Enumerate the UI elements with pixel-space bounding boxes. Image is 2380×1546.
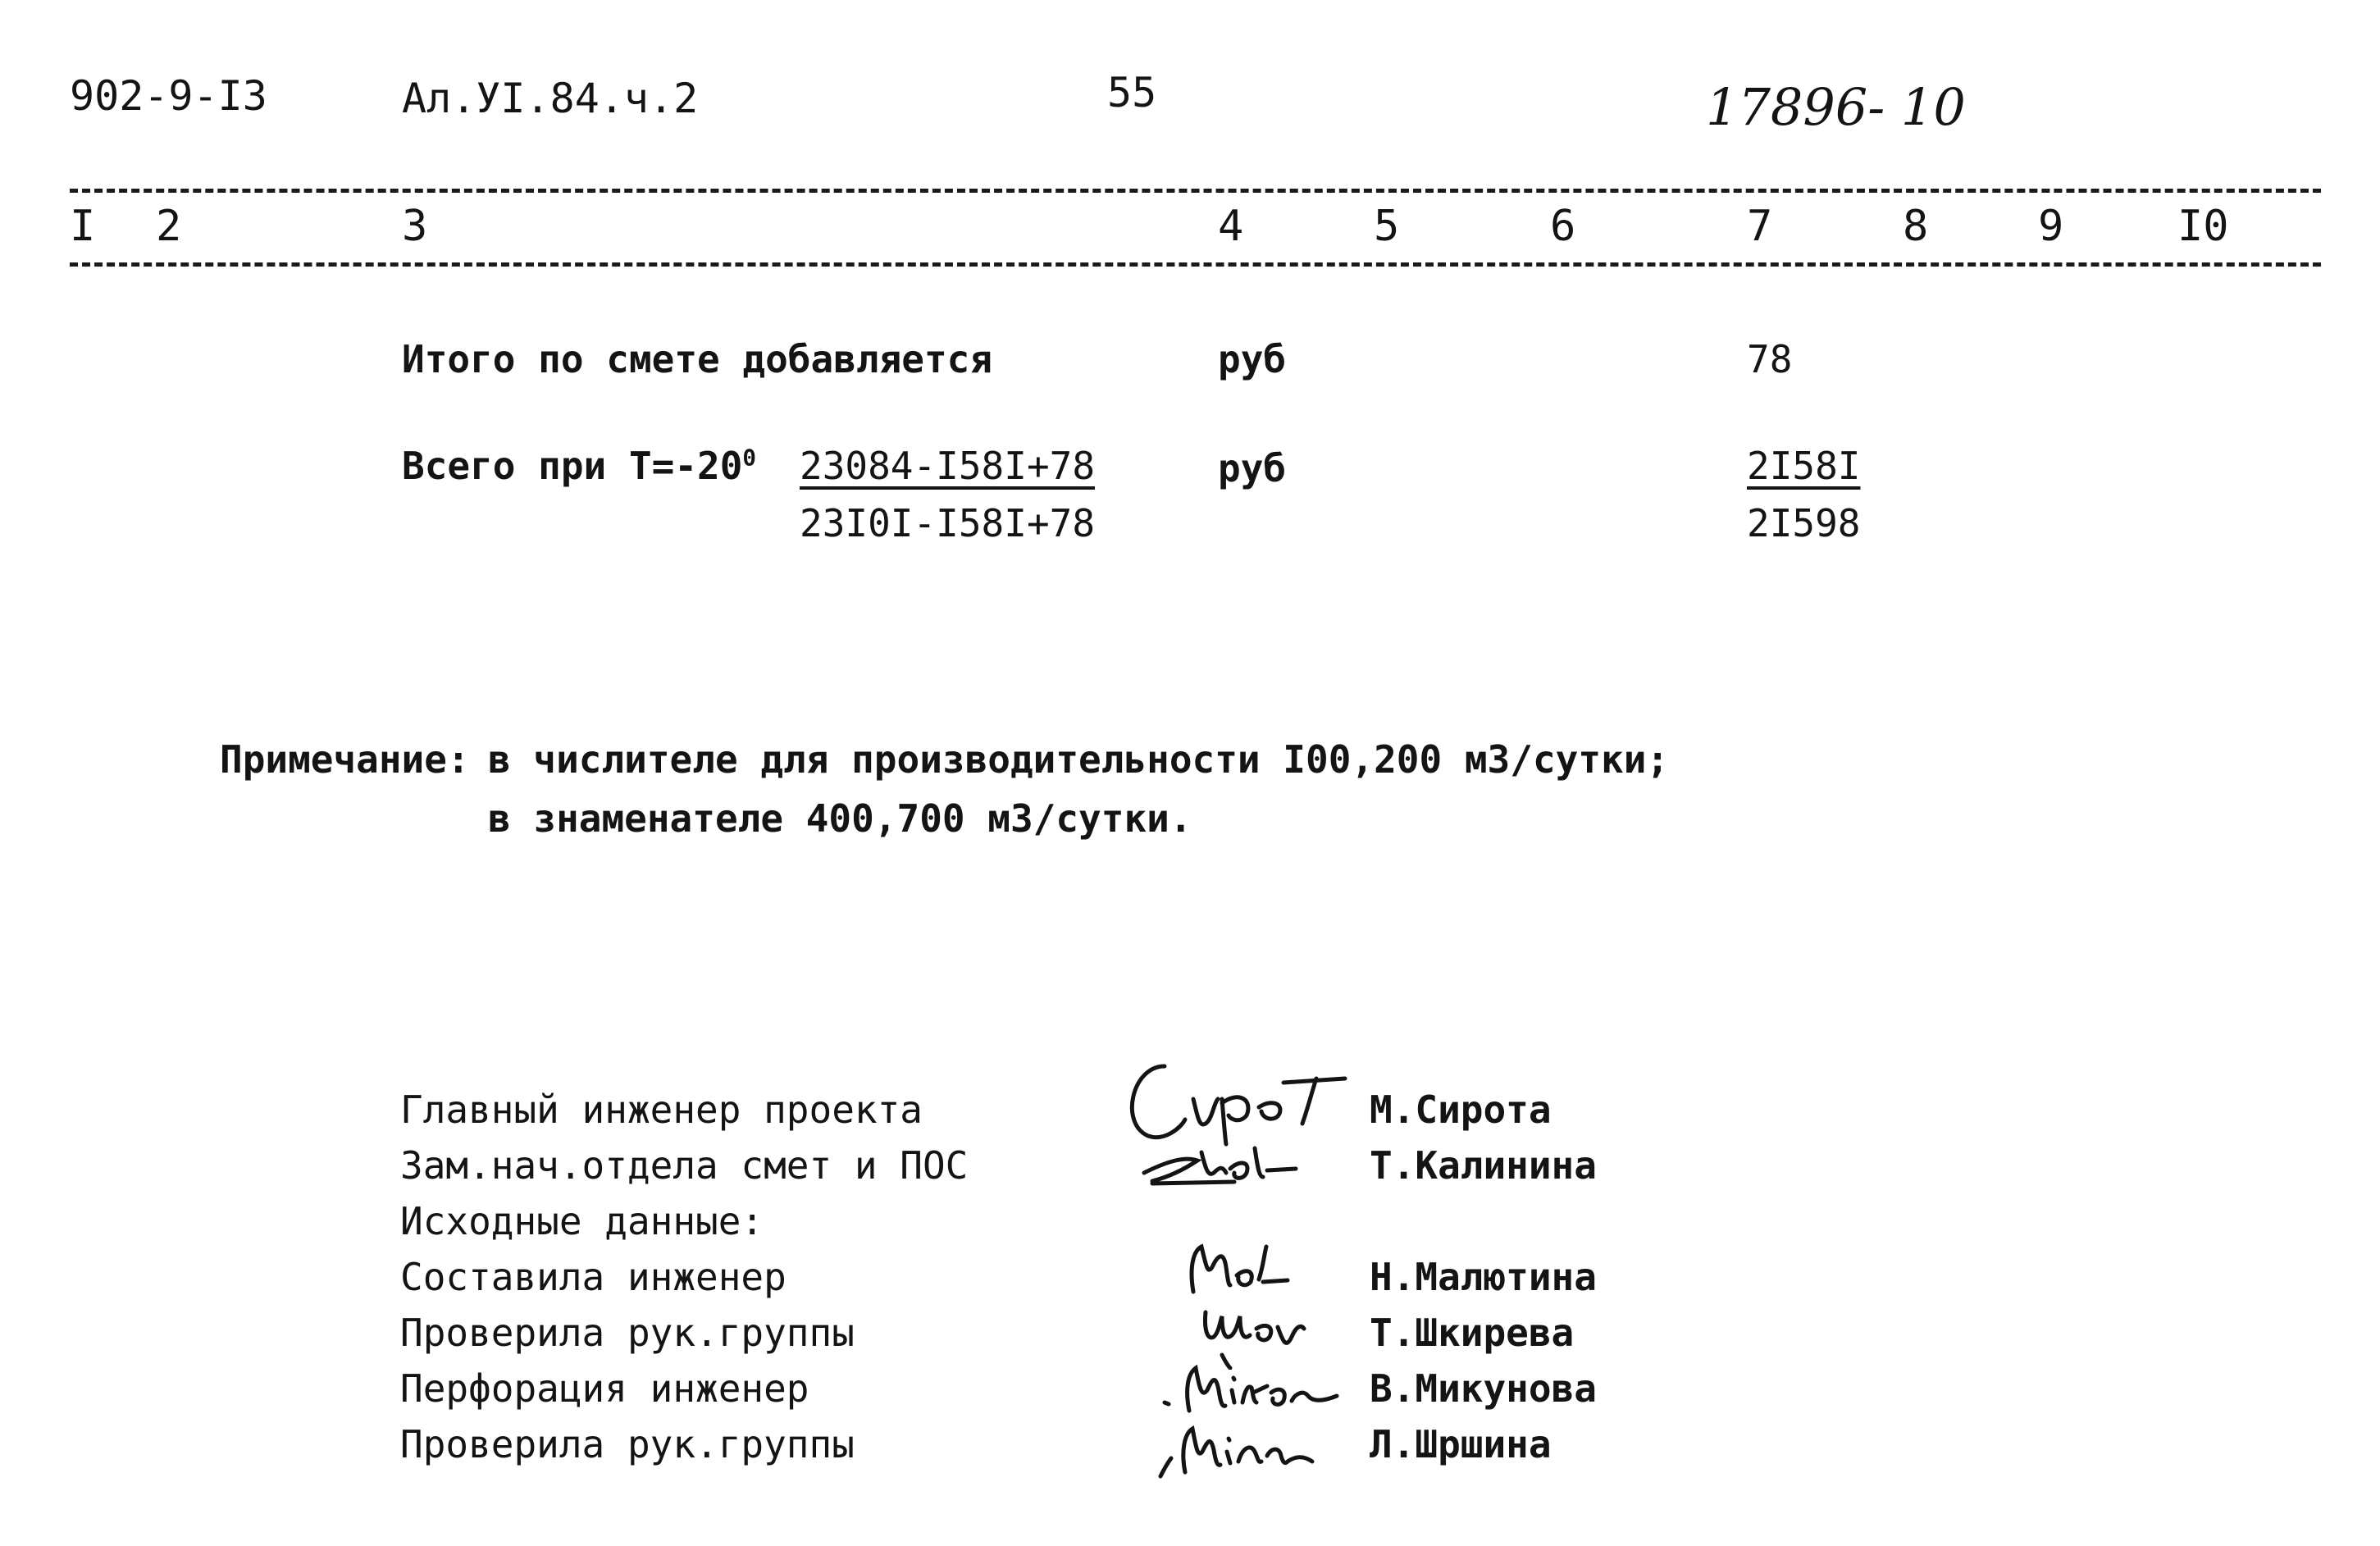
column-header-6: 6 bbox=[1550, 202, 1576, 251]
column-header-8: 8 bbox=[1903, 202, 1929, 251]
total-unit: руб bbox=[1218, 446, 1287, 490]
signature-shrshina bbox=[1148, 1411, 1353, 1484]
note-line-1: в числителе для производительности I00,200 м3/сутки; bbox=[488, 737, 1670, 782]
total-value-numerator: 2I58I bbox=[1747, 444, 1861, 488]
signature-malyutina bbox=[1173, 1234, 1304, 1300]
signature-kalinina bbox=[1136, 1136, 1316, 1193]
signatory-name: Н.Малютина bbox=[1370, 1255, 1597, 1299]
signatory-name: В.Микунова bbox=[1370, 1366, 1597, 1411]
signature-role: Главный инженер проекта bbox=[400, 1088, 923, 1132]
column-header-1: I bbox=[70, 202, 96, 251]
note-line-2: в знаменателе 400,700 м3/сутки. bbox=[488, 796, 1192, 841]
note-label: Примечание: bbox=[220, 737, 470, 782]
subtotal-label: Итого по смете добавляется bbox=[402, 337, 993, 381]
album-reference: Ал.УI.84.ч.2 bbox=[402, 75, 699, 122]
column-header-2: 2 bbox=[156, 202, 182, 251]
total-label-text: Всего при Т=-20 bbox=[402, 444, 743, 488]
signature-sirota bbox=[1115, 1042, 1361, 1148]
column-header-3: 3 bbox=[402, 202, 428, 251]
page-number: 55 bbox=[1107, 69, 1157, 116]
signature-role: Перфорация инженер bbox=[400, 1366, 809, 1411]
total-label-superscript: 0 bbox=[742, 444, 757, 472]
subtotal-unit: руб bbox=[1218, 337, 1287, 381]
table-top-rule bbox=[70, 189, 2321, 193]
subtotal-value: 78 bbox=[1747, 337, 1793, 381]
total-formula-denominator: 23I0I-I58I+78 bbox=[800, 501, 1096, 545]
signature-role: Проверила рук.группы bbox=[400, 1311, 855, 1355]
table-header-rule bbox=[70, 262, 2321, 267]
signature-role: Зам.нач.отдела смет и ПОС bbox=[400, 1143, 969, 1188]
column-header-5: 5 bbox=[1374, 202, 1400, 251]
signatory-name: Л.Шршина bbox=[1370, 1422, 1552, 1466]
column-header-9: 9 bbox=[2038, 202, 2064, 251]
column-header-10: I0 bbox=[2177, 202, 2229, 251]
signatory-name: Т.Шкирева bbox=[1370, 1311, 1575, 1355]
signature-role: Исходные данные: bbox=[400, 1199, 764, 1243]
signature-role: Проверила рук.группы bbox=[400, 1422, 855, 1466]
total-value-denominator: 2I598 bbox=[1747, 501, 1861, 545]
column-header-4: 4 bbox=[1218, 202, 1244, 251]
signatory-name: Т.Калинина bbox=[1370, 1143, 1597, 1188]
total-formula-numerator: 23084-I58I+78 bbox=[800, 444, 1096, 488]
project-code: 902-9-I3 bbox=[70, 72, 267, 120]
signature-role: Составила инженер bbox=[400, 1255, 786, 1299]
column-header-7: 7 bbox=[1747, 202, 1773, 251]
signatory-name: М.Сирота bbox=[1370, 1088, 1552, 1132]
total-label bbox=[402, 444, 757, 488]
sheet-id: 17896- 10 bbox=[1706, 77, 1966, 137]
